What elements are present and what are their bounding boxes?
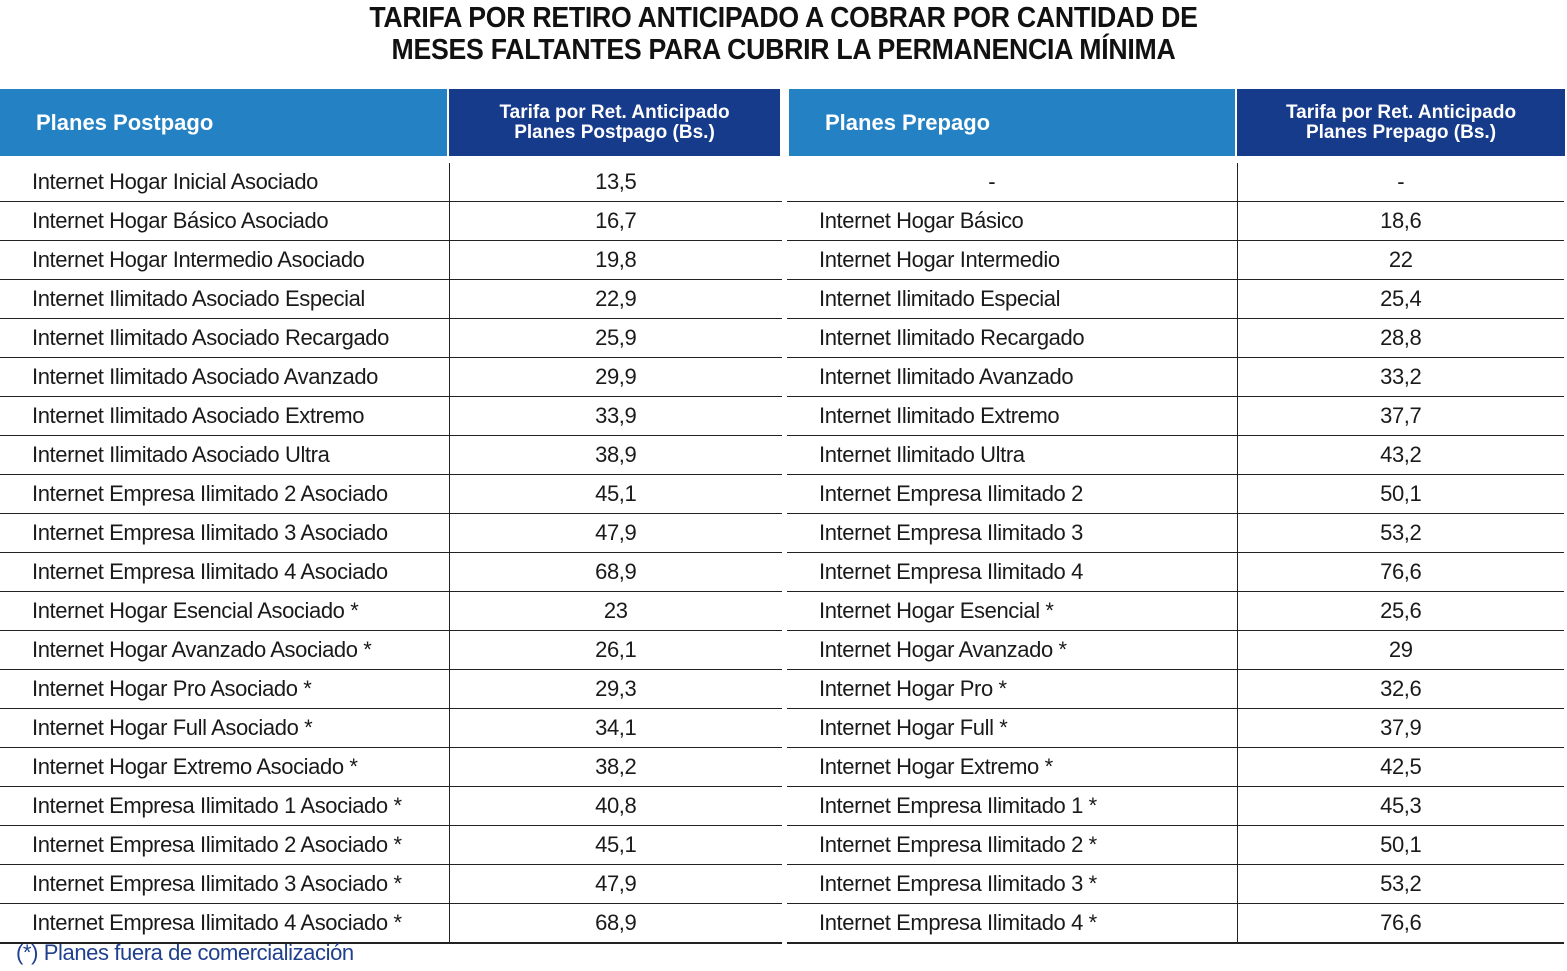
prepago-table-row [787, 670, 1564, 709]
prepago-tarifa-cell: 53,2 [1237, 865, 1564, 904]
footnote: (*) Planes fuera de comercialización [16, 940, 354, 965]
prepago-plan-cell: Internet Empresa Ilimitado 4 * [787, 904, 1237, 944]
postpago-table [0, 163, 782, 944]
postpago-table-row [0, 514, 782, 553]
prepago-tarifa-cell: 76,6 [1237, 553, 1564, 592]
prepago-plan-cell: Internet Hogar Pro * [787, 670, 1237, 709]
prepago-plan-cell: Internet Hogar Full * [787, 709, 1237, 748]
prepago-plan-cell: Internet Hogar Intermedio [787, 241, 1237, 280]
prepago-tarifa-cell: 45,3 [1237, 787, 1564, 826]
postpago-tarifa-cell: 29,3 [449, 670, 782, 709]
postpago-tarifa-cell: 47,9 [449, 865, 782, 904]
postpago-plan-cell: Internet Empresa Ilimitado 3 Asociado * [0, 865, 449, 904]
prepago-tarifa-header-line2: Planes Prepago (Bs.) [1305, 121, 1497, 143]
postpago-tarifa-cell: 19,8 [449, 241, 782, 280]
prepago-table-row [787, 514, 1564, 553]
prepago-plan-cell: Internet Ilimitado Avanzado [787, 358, 1237, 397]
prepago-table-row [787, 631, 1564, 670]
prepago-plan-cell: Internet Empresa Ilimitado 3 [787, 514, 1237, 553]
prepago-tarifa-cell: 37,9 [1237, 709, 1564, 748]
title-line-1: TARIFA POR RETIRO ANTICIPADO A COBRAR POR CANTIDAD DE [369, 2, 1198, 34]
postpago-plan-cell: Internet Ilimitado Asociado Especial [0, 280, 449, 319]
prepago-tarifa-cell: 37,7 [1237, 397, 1564, 436]
prepago-table-row [787, 358, 1564, 397]
prepago-table-row [787, 592, 1564, 631]
prepago-tarifa-header [1237, 89, 1565, 156]
postpago-tarifa-cell: 34,1 [449, 709, 782, 748]
postpago-table-row [0, 319, 782, 358]
prepago-table-row [787, 553, 1564, 592]
postpago-plan-cell: Internet Empresa Ilimitado 2 Asociado [0, 475, 449, 514]
prepago-tarifa-cell: 33,2 [1237, 358, 1564, 397]
postpago-tarifa-cell: 25,9 [449, 319, 782, 358]
prepago-table-row [787, 241, 1564, 280]
prepago-plan-cell: Internet Hogar Avanzado * [787, 631, 1237, 670]
postpago-table-row [0, 436, 782, 475]
prepago-plan-cell: Internet Empresa Ilimitado 1 * [787, 787, 1237, 826]
prepago-tarifa-cell: 29 [1237, 631, 1564, 670]
prepago-plan-cell: Internet Empresa Ilimitado 3 * [787, 865, 1237, 904]
prepago-table-row [787, 397, 1564, 436]
prepago-table-row [787, 319, 1564, 358]
postpago-table-row [0, 865, 782, 904]
postpago-plan-cell: Internet Hogar Full Asociado * [0, 709, 449, 748]
postpago-plan-cell: Internet Ilimitado Asociado Recargado [0, 319, 449, 358]
postpago-table-row [0, 631, 782, 670]
postpago-plan-cell: Internet Hogar Avanzado Asociado * [0, 631, 449, 670]
postpago-table-row [0, 358, 782, 397]
postpago-plan-cell: Internet Ilimitado Asociado Avanzado [0, 358, 449, 397]
postpago-tarifa-header-line2: Planes Postpago (Bs.) [514, 121, 715, 143]
prepago-plan-cell: Internet Ilimitado Especial [787, 280, 1237, 319]
prepago-tarifa-cell: 43,2 [1237, 436, 1564, 475]
postpago-tarifa-cell: 26,1 [449, 631, 782, 670]
prepago-plan-header [789, 89, 1235, 156]
postpago-table-row [0, 748, 782, 787]
postpago-table-row [0, 202, 782, 241]
postpago-tarifa-cell: 45,1 [449, 475, 782, 514]
prepago-plan-header-label: Planes Prepago [825, 109, 991, 135]
postpago-tarifa-header-line1: Tarifa por Ret. Anticipado [499, 101, 730, 123]
prepago-plan-cell: Internet Hogar Extremo * [787, 748, 1237, 787]
postpago-tarifa-cell: 23 [449, 592, 782, 631]
postpago-table-row [0, 397, 782, 436]
postpago-tarifa-header [449, 89, 780, 156]
postpago-table-row [0, 553, 782, 592]
prepago-table-row [787, 280, 1564, 319]
postpago-tarifa-cell: 33,9 [449, 397, 782, 436]
postpago-table-row [0, 241, 782, 280]
prepago-tarifa-header-line1: Tarifa por Ret. Anticipado [1285, 101, 1517, 123]
prepago-plan-cell: Internet Ilimitado Recargado [787, 319, 1237, 358]
prepago-table-row [787, 826, 1564, 865]
postpago-plan-cell: Internet Hogar Extremo Asociado * [0, 748, 449, 787]
postpago-plan-cell: Internet Hogar Intermedio Asociado [0, 241, 449, 280]
title-line-2: MESES FALTANTES PARA CUBRIR LA PERMANENCIA MÍNIMA [391, 34, 1176, 66]
prepago-table-row [787, 904, 1564, 944]
postpago-table-row [0, 670, 782, 709]
prepago-tarifa-cell: 25,4 [1237, 280, 1564, 319]
prepago-tarifa-cell: 18,6 [1237, 202, 1564, 241]
postpago-plan-cell: Internet Ilimitado Asociado Ultra [0, 436, 449, 475]
postpago-plan-header [0, 89, 447, 156]
prepago-tarifa-cell: 53,2 [1237, 514, 1564, 553]
postpago-tarifa-cell: 16,7 [449, 202, 782, 241]
postpago-plan-cell: Internet Hogar Esencial Asociado * [0, 592, 449, 631]
postpago-table-row [0, 826, 782, 865]
postpago-table-row [0, 787, 782, 826]
prepago-plan-cell: Internet Ilimitado Extremo [787, 397, 1237, 436]
prepago-table-row [787, 709, 1564, 748]
postpago-table-row [0, 709, 782, 748]
prepago-table-row [787, 748, 1564, 787]
prepago-table-row [787, 787, 1564, 826]
postpago-table-row [0, 163, 782, 202]
postpago-plan-cell: Internet Ilimitado Asociado Extremo [0, 397, 449, 436]
postpago-plan-header-label: Planes Postpago [36, 109, 214, 135]
prepago-tarifa-cell: 50,1 [1237, 475, 1564, 514]
postpago-table-row [0, 475, 782, 514]
postpago-plan-cell: Internet Empresa Ilimitado 1 Asociado * [0, 787, 449, 826]
postpago-plan-cell: Internet Empresa Ilimitado 4 Asociado [0, 553, 449, 592]
prepago-plan-cell: Internet Ilimitado Ultra [787, 436, 1237, 475]
prepago-plan-cell: Internet Empresa Ilimitado 2 [787, 475, 1237, 514]
postpago-tarifa-cell: 22,9 [449, 280, 782, 319]
postpago-tarifa-cell: 45,1 [449, 826, 782, 865]
prepago-table-row [787, 475, 1564, 514]
prepago-table-row [787, 865, 1564, 904]
postpago-tarifa-cell: 38,2 [449, 748, 782, 787]
postpago-tarifa-cell: 13,5 [449, 163, 782, 202]
postpago-plan-cell: Internet Empresa Ilimitado 3 Asociado [0, 514, 449, 553]
postpago-tarifa-cell: 29,9 [449, 358, 782, 397]
postpago-table-row [0, 592, 782, 631]
postpago-tarifa-cell: 40,8 [449, 787, 782, 826]
postpago-tarifa-cell: 68,9 [449, 904, 782, 944]
prepago-table-row [787, 202, 1564, 241]
prepago-tarifa-cell: - [1237, 163, 1564, 202]
prepago-tarifa-cell: 28,8 [1237, 319, 1564, 358]
prepago-plan-cell: - [787, 163, 1237, 202]
postpago-tarifa-cell: 38,9 [449, 436, 782, 475]
prepago-plan-cell: Internet Empresa Ilimitado 4 [787, 553, 1237, 592]
prepago-tarifa-cell: 42,5 [1237, 748, 1564, 787]
prepago-table [787, 163, 1564, 944]
prepago-table-row [787, 436, 1564, 475]
prepago-table-row [787, 163, 1564, 202]
prepago-plan-cell: Internet Hogar Básico [787, 202, 1237, 241]
prepago-plan-cell: Internet Hogar Esencial * [787, 592, 1237, 631]
postpago-plan-cell: Internet Empresa Ilimitado 2 Asociado * [0, 826, 449, 865]
postpago-table-row [0, 280, 782, 319]
prepago-plan-cell: Internet Empresa Ilimitado 2 * [787, 826, 1237, 865]
prepago-tarifa-cell: 22 [1237, 241, 1564, 280]
postpago-plan-cell: Internet Hogar Básico Asociado [0, 202, 449, 241]
prepago-tarifa-cell: 25,6 [1237, 592, 1564, 631]
postpago-plan-cell: Internet Hogar Pro Asociado * [0, 670, 449, 709]
prepago-tarifa-cell: 50,1 [1237, 826, 1564, 865]
postpago-tarifa-cell: 68,9 [449, 553, 782, 592]
prepago-tarifa-cell: 32,6 [1237, 670, 1564, 709]
postpago-plan-cell: Internet Hogar Inicial Asociado [0, 163, 449, 202]
prepago-tarifa-cell: 76,6 [1237, 904, 1564, 944]
postpago-tarifa-cell: 47,9 [449, 514, 782, 553]
page-title [63, 2, 1505, 66]
postpago-plan-cell: Internet Empresa Ilimitado 4 Asociado * [0, 904, 449, 944]
postpago-table-row [0, 904, 782, 944]
